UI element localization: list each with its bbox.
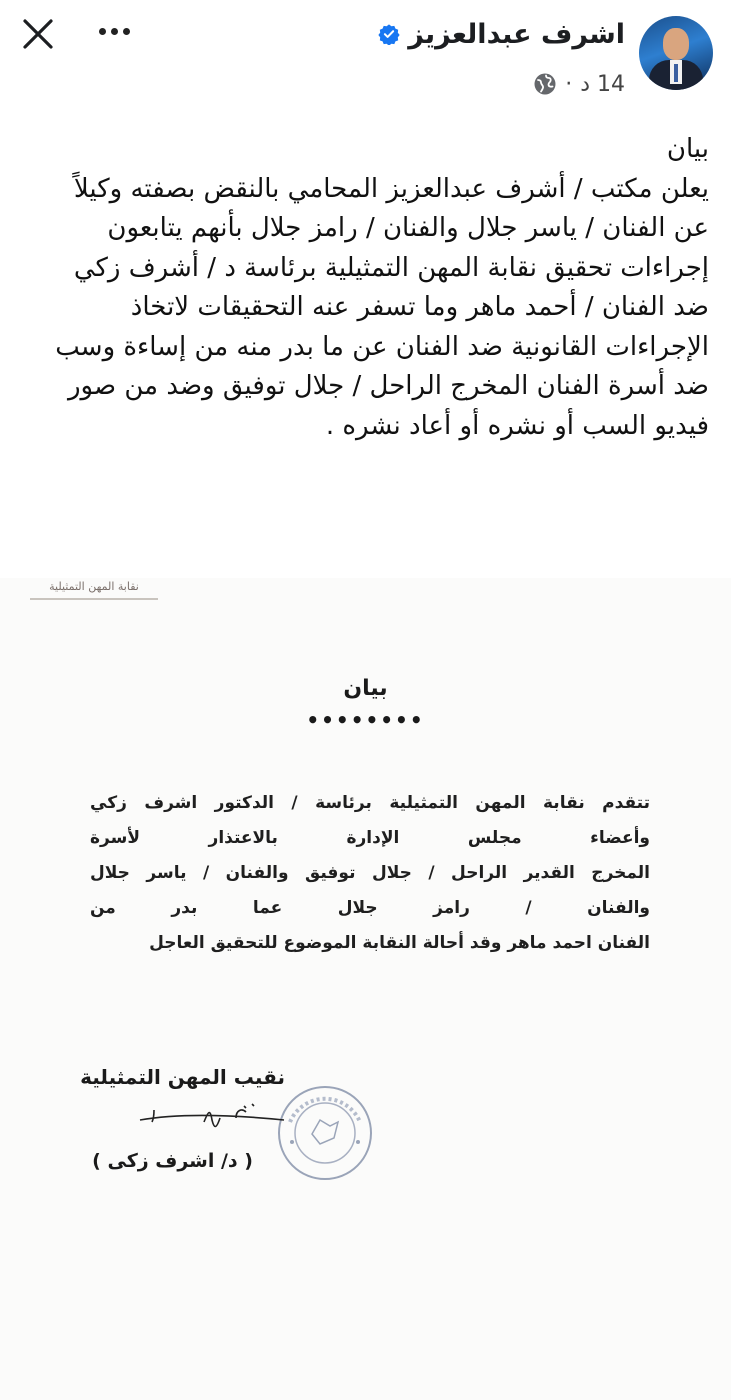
author-row — [378, 14, 625, 54]
more-icon — [99, 28, 106, 35]
post-image-document[interactable] — [0, 578, 731, 1400]
close-button[interactable] — [18, 14, 58, 54]
post-header — [0, 0, 731, 120]
globe-icon[interactable] — [533, 72, 557, 96]
verified-badge-icon — [378, 23, 400, 45]
post-line: ضد أسرة الفنان المخرج الراحل / جلال توفيق وضد من صور — [68, 371, 709, 401]
document-line: الفنان احمد ماهر وقد أحالة النقابة الموضوع للتحقيق العاجل — [149, 933, 650, 953]
signature-title: نقيب المهن التمثيلية — [80, 1065, 285, 1089]
author-avatar[interactable] — [639, 16, 713, 90]
post-line: يعلن مكتب / أشرف عبدالعزيز المحامي بالنقض بصفته وكيلاً — [73, 173, 709, 204]
document-body — [90, 786, 650, 961]
document-line: وأعضاء مجلس الإدارة بالاعتذار لأسرة — [90, 828, 650, 848]
post-meta — [533, 68, 625, 100]
author-name[interactable]: اشرف عبدالعزيز — [408, 18, 625, 50]
post-text — [40, 130, 709, 446]
post-line: فيديو السب أو نشره أو أعاد نشره . — [325, 410, 709, 441]
document-dots: •••••••• — [306, 708, 425, 732]
close-icon — [18, 14, 58, 54]
more-options-button[interactable] — [92, 16, 136, 46]
signature-icon — [134, 1098, 314, 1158]
document-line: المخرج القدير الراحل / جلال توفيق والفنان / ياسر جلال — [90, 863, 650, 883]
post-line: إجراءات تحقيق نقابة المهن التمثيلية برئاسة د / أشرف زكي — [73, 252, 709, 283]
document-line: والفنان / رامز جلال عما بدر من — [90, 898, 650, 918]
post-line: ضد الفنان / أحمد ماهر وما تسفر عنه التحقيقات لاتخاذ — [130, 292, 709, 322]
syndicate-logo: نقابة المهن التمثيلية — [30, 578, 158, 600]
document-title: بيان — [343, 676, 388, 701]
post-line: الإجراءات القانونية ضد الفنان عن ما بدر منه من إساءة وسب — [55, 331, 709, 362]
signer-name: ( د/ اشرف زكى ) — [92, 1150, 253, 1172]
meta-separator: · — [565, 71, 573, 97]
post-line: عن الفنان / ياسر جلال والفنان / رامز جلال بأنهم يتابعون — [107, 213, 709, 243]
post-line: بيان — [666, 134, 709, 164]
post-time[interactable]: 14 د — [580, 71, 625, 97]
document-line: تتقدم نقابة المهن التمثيلية برئاسة / الدكتور اشرف زكي — [90, 793, 650, 813]
